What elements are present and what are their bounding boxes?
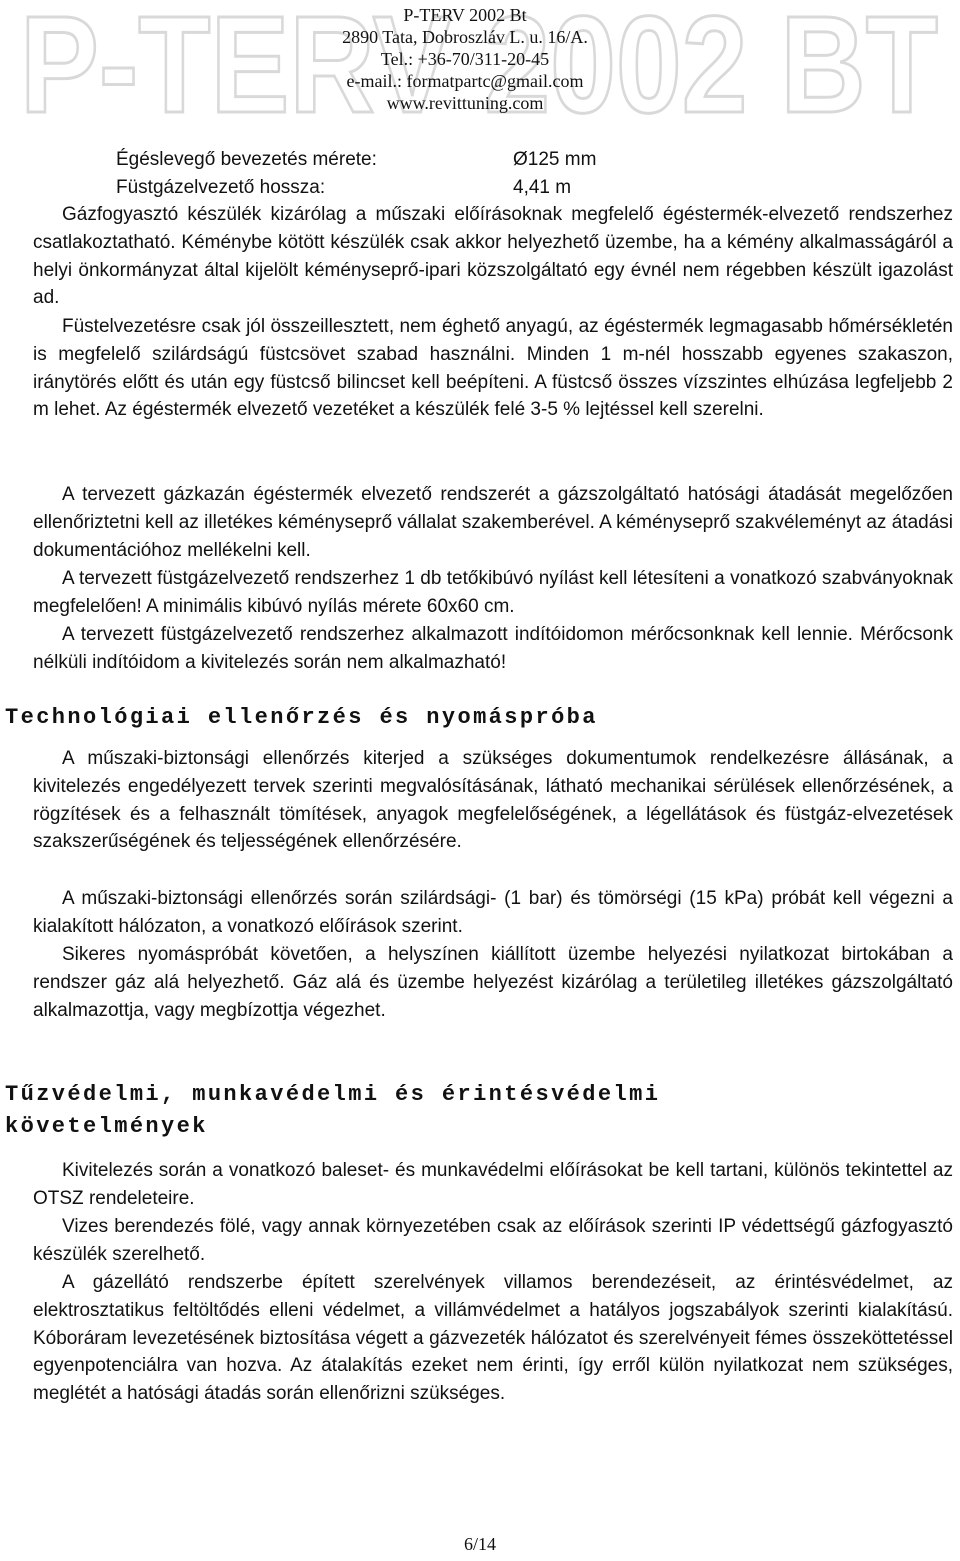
- svg-text:P-TERV 2002 BT: P-TERV 2002 BT: [20, 4, 938, 124]
- company-address: 2890 Tata, Dobroszláv L. u. 16/A.: [342, 27, 588, 47]
- company-name: P-TERV 2002 Bt: [403, 5, 527, 25]
- paragraph: A műszaki-biztonsági ellenőrzés során szilárdsági- (1 bar) és tömörségi (15 kPa) próbát kell végezni a kialakított hálózaton, a vonatkozó előírások szerint.: [33, 888, 953, 937]
- spec-value: Ø125 mm: [513, 149, 597, 170]
- paragraph: Kivitelezés során a vonatkozó baleset- és munkavédelmi előírásokat be kell tartani, különös tekintettel az OTSZ rendeleteire.: [33, 1160, 953, 1209]
- paragraph: Vizes berendezés fölé, vagy annak környezetében csak az előírások szerinti IP védettségű gázfogyasztó készülék szerelhető.: [33, 1216, 953, 1265]
- section-heading: Technológiai ellenőrzés és nyomáspróba: [5, 705, 598, 730]
- paragraph: A tervezett füstgázelvezető rendszerhez alkalmazott indítóidomon mérőcsonknak kell lennie. Mérőcsonk nélküli indítóidom a kivitelezés során nem alkalmazható!: [33, 624, 953, 673]
- company-website: www.revittuning.com: [386, 93, 544, 113]
- section-heading-line: követelmények: [5, 1114, 208, 1139]
- paragraph: A műszaki-biztonsági ellenőrzés kiterjed a szükséges dokumentumok rendelkezésre állásának, a kivitelezés engedélyezett tervek szerinti megvalósításának, látható mechanikai sérülések ellenőrzésének, a rögzítések és a felhasznált tömítések, anyagok megfelelőségének, a légellátások és füstgáz-elvezetések szakszerűségének és teljességének ellenőrzésére.: [33, 748, 953, 853]
- company-phone: Tel.: +36-70/311-20-45: [380, 49, 550, 69]
- spec-value: 4,41 m: [513, 177, 572, 198]
- company-email: e-mail.: formatpartc@gmail.com: [346, 71, 584, 91]
- paragraph: A gázellátó rendszerbe épített szerelvények villamos berendezéseit, az érintésvédelmet, az elektrosztatikus feltöltődés elleni védelmet, a villámvédelmet a hatályos jogszabályok szerinti kialakítású. Kóboráram levezetésének biztosítása végett a gázvezeték hálózatot és szerelvényeit fémes összeköttetéssel egyenpotenciálra van hozva. Az átalakítás ezeket nem érinti, így erről külön nyilatkozat nem szükséges, meglétét a hatósági átadás során ellenőrizni szükséges.: [33, 1272, 953, 1405]
- company-contact: [300, 4, 630, 114]
- spec-label: Füstgázelvezető hossza:: [116, 177, 326, 198]
- paragraph: Gázfogyasztó készülék kizárólag a műszaki előírásoknak megfelelő égéstermék-elvezető rendszerhez csatlakoztatható. Kéménybe kötött készülék csak akkor helyezhető üzembe, ha a kémény alkalmasságáról a helyi önkormányzat által kijelölt kéményseprő-ipari közszolgáltató egy évnél nem régebben készült igazolást ad.: [33, 204, 953, 309]
- section-heading-line: Tűzvédelmi, munkavédelmi és érintésvédelmi: [5, 1082, 661, 1107]
- letterhead: [0, 0, 960, 140]
- paragraph: A tervezett füstgázelvezető rendszerhez 1 db tetőkibúvó nyílást kell létesíteni a vonatkozó szabványoknak megfelelően! A minimális kibúvó nyílás mérete 60x60 cm.: [33, 568, 953, 617]
- spec-label: Égéslevegő bevezetés mérete:: [116, 149, 377, 170]
- page-number: 6/14: [463, 1534, 496, 1554]
- section-heading: [5, 1079, 945, 1143]
- paragraph: Sikeres nyomáspróbát követően, a helyszínen kiállított üzembe helyezési nyilatkozat birtokában a rendszer gáz alá helyezhető. Gáz alá és üzembe helyezést kizárólag a területileg illetékes gázszolgáltató alkalmazottja, vagy megbízottja végezhet.: [33, 944, 953, 1021]
- paragraph: A tervezett gázkazán égéstermék elvezető rendszerét a gázszolgáltató hatósági átadását megelőzően ellenőriztetni kell az illetékes kéményseprő vállalat szakemberével. A kéményseprő szakvéleményt az átadási dokumentációhoz mellékelni kell.: [33, 484, 953, 561]
- paragraph: Füstelvezetésre csak jól összeillesztett, nem éghető anyagú, az égéstermék legmagasabb hőmérsékletén is megfelelő szilárdságú füstcsövet szabad használni. Minden 1 m-nél hosszabb egyenes szakaszon, iránytörés előtt és után egy füstcső bilincset kell beépíteni. A füstcső összes vízszintes elhúzása legfeljebb 2 m lehet. Az égéstermék elvezető vezetéket a készülék felé 3-5 % lejtéssel kell szerelni.: [33, 316, 953, 421]
